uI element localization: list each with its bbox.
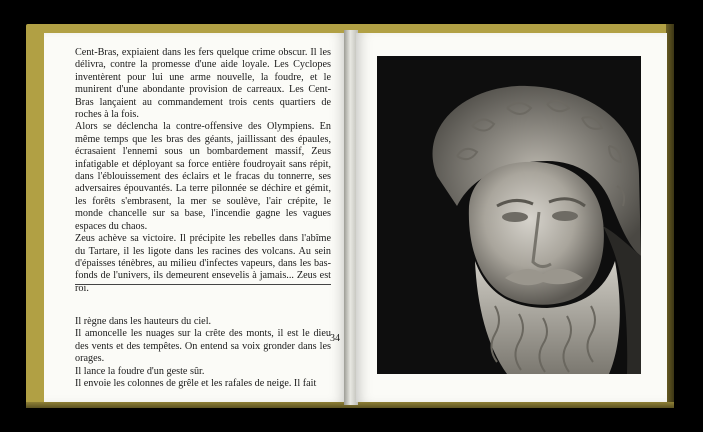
page-number: 34 <box>330 333 340 344</box>
paragraph-cent-bras: Cent-Bras, expiaient dans les fers quelque crime obscur. Il les délivra, contre la promesse d'une aide loyale. Les Cyclopes inventèrent pour lui une arme nouvelle, la foudre, et le munirent d'une abondante provision de carreaux. Les Cent-Bras lançaient au commandement trois cents quartiers de roches à la fois. <box>75 47 331 121</box>
cover-edge-right <box>666 24 674 408</box>
line-grele: Il envoie les colonnes de grêle et les rafales de neige. Il fait <box>75 378 317 390</box>
line-regne: Il règne dans les hauteurs du ciel. <box>75 316 212 327</box>
zeus-bust-illustration <box>377 56 641 374</box>
paragraph-victoire: Zeus achève sa victoire. Il précipite les rebelles dans l'abîme du Tartare, il les ligote dans les racines des volcans. Au sein d'épaisses ténèbres, au milieu d'infectes vapeurs, dans les bas-fonds de l'univers, ils demeurent ensevelis à jamais... Zeus est roi. <box>75 233 331 294</box>
line-amoncelle: Il amoncelle les nuages sur la crête des monts, il est le dieu des vents et des tempêtes. On entend sa voix gronder dans les orages. <box>75 328 331 365</box>
upper-text-block <box>75 47 331 295</box>
right-page <box>356 33 667 402</box>
line-foudre: Il lance la foudre d'un geste sûr. <box>75 365 205 377</box>
separator-rule <box>75 284 331 285</box>
paragraph-contre-offensive: Alors se déclencha la contre-offensive des Olympiens. En même temps que les bras des géants, jaillissant des épaules, écrasaient l'ennemi sous un bombardement massif, Zeus infatigable et déployant sa force entière foudroyait sans répit, dans l'éblouissement des éclairs et le fracas du tonnerre, ses adversaires épouvantés. La terre pilonnée se déchire et gémit, les forêts s'embrasent, la mer se soulève, l'air crépite, le monde chancelle sur sa base, l'incendie gagne les vagues espaces du chaos. <box>75 121 331 232</box>
left-page <box>44 33 346 402</box>
lower-text-block <box>75 316 331 390</box>
zeus-bust-photo <box>377 56 641 374</box>
